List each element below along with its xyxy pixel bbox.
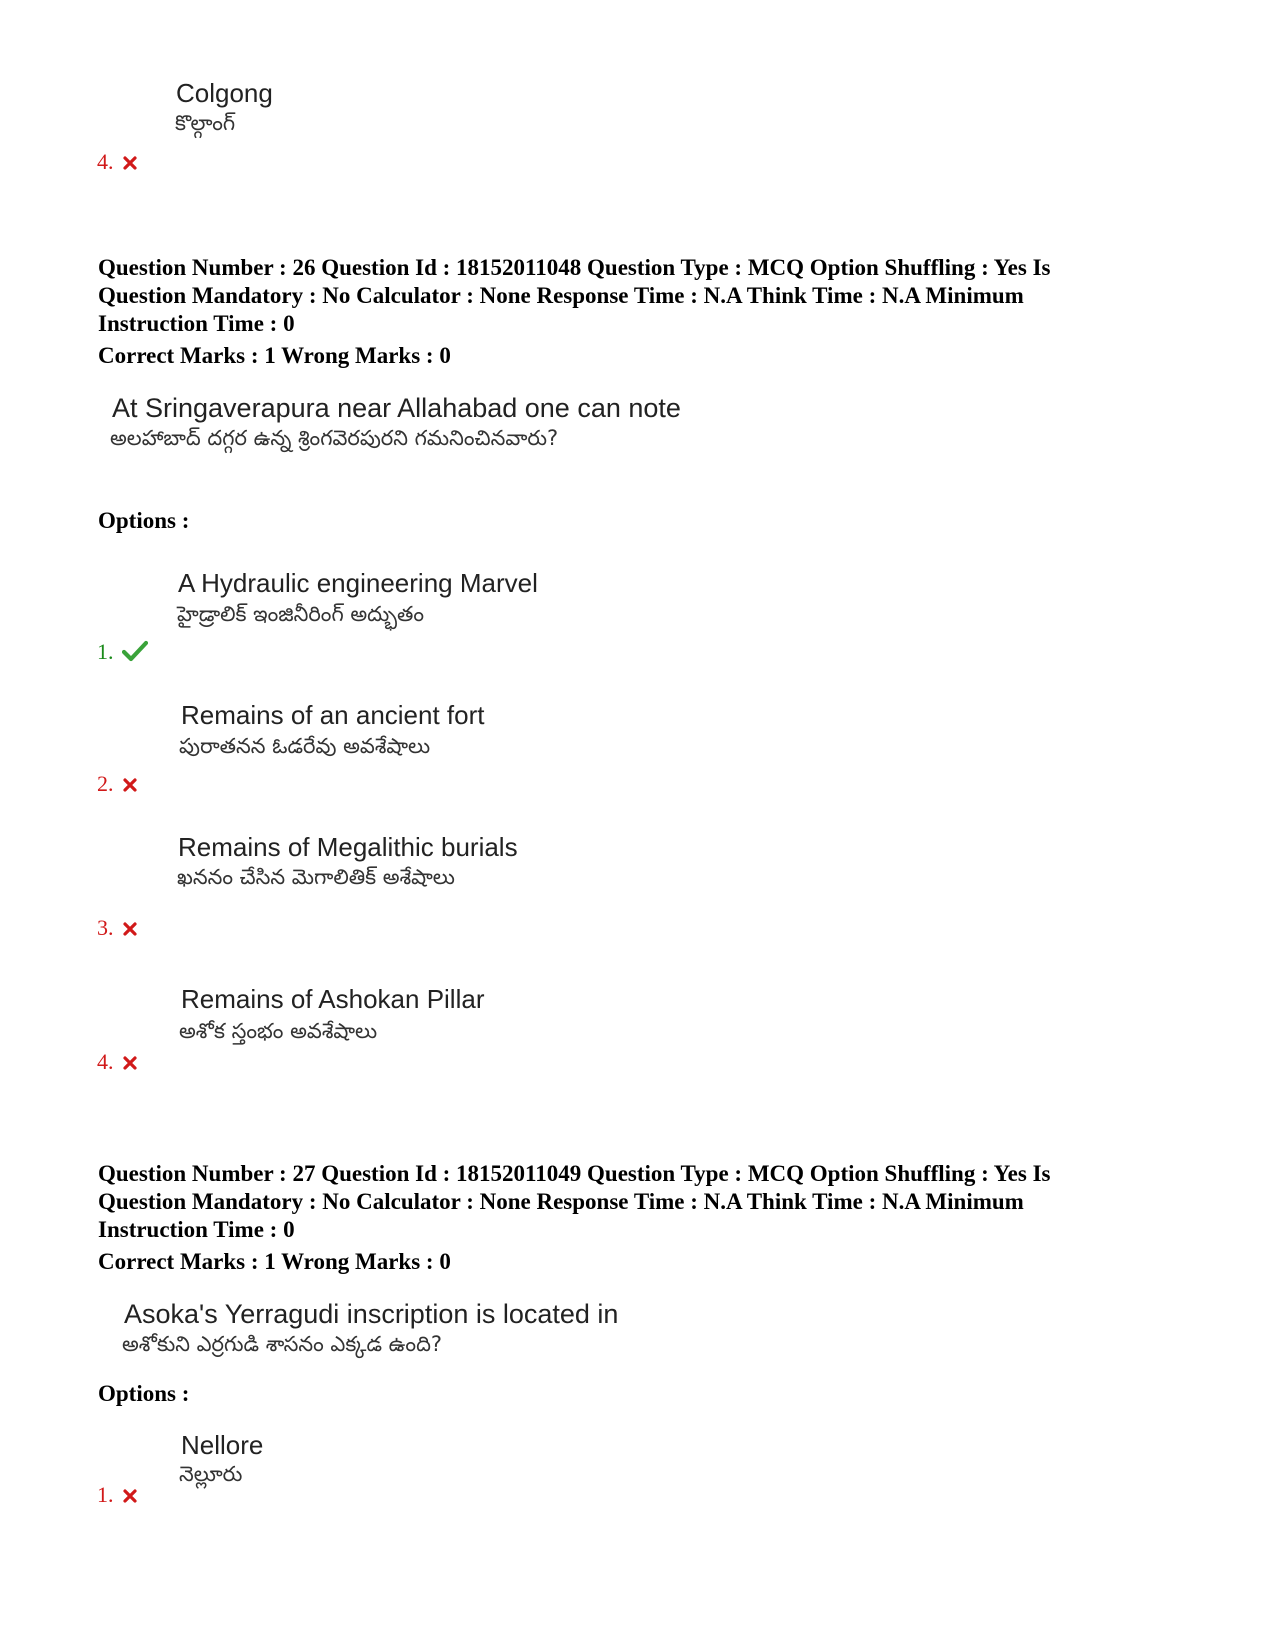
question-27-options-label: Options : xyxy=(98,1381,190,1406)
option-number: 4. xyxy=(97,149,114,174)
meta-line-3: Instruction Time : 0 xyxy=(98,1217,295,1242)
option-number: 4. xyxy=(97,1049,114,1074)
meta-line-1: Question Number : 27 Question Id : 18152011049 Question Type : MCQ Option Shuffling : Yes Is xyxy=(98,1161,1051,1186)
prev-option-4-text-te: కొల్గాంగ్ xyxy=(175,111,236,135)
q26-option-1-number xyxy=(97,640,148,667)
cross-icon xyxy=(122,1052,138,1076)
question-27-text-te: అశోకుని ఎర్రగుడి శాసనం ఎక్కడ ఉంది? xyxy=(122,1332,443,1356)
meta-line-1: Question Number : 26 Question Id : 18152011048 Question Type : MCQ Option Shuffling : Yes Is xyxy=(98,255,1051,280)
q26-option-1-text-en: A Hydraulic engineering Marvel xyxy=(178,568,538,598)
cross-icon xyxy=(122,774,138,798)
q26-option-4-text-en: Remains of Ashokan Pillar xyxy=(181,984,485,1014)
q26-option-4-text-te: అశోక స్తంభం అవశేషాలు xyxy=(179,1019,378,1043)
question-26-marks: Correct Marks : 1 Wrong Marks : 0 xyxy=(98,343,451,368)
q27-option-1-text-en: Nellore xyxy=(181,1430,264,1460)
q26-option-2-text-te: పురాతనన ఓడరేవు అవశేషాలు xyxy=(179,734,431,758)
question-27-marks: Correct Marks : 1 Wrong Marks : 0 xyxy=(98,1249,451,1274)
option-number: 3. xyxy=(97,915,114,940)
q26-option-3-text-en: Remains of Megalithic burials xyxy=(178,832,518,862)
q26-option-2-text-en: Remains of an ancient fort xyxy=(181,700,485,730)
q26-option-3-text-te: ఖననం చేసిన మెగాలితిక్ అశేషాలు xyxy=(177,865,455,889)
question-26-text-te: అలహాబాద్ దగ్గర ఉన్న శ్రింగవెరపురని గమనించినవారు? xyxy=(110,426,559,450)
cross-icon xyxy=(122,152,138,176)
q27-option-1-number xyxy=(97,1483,138,1509)
option-number: 1. xyxy=(97,1482,114,1507)
q26-option-4-number xyxy=(97,1050,138,1076)
prev-option-4-number xyxy=(97,150,138,176)
question-26-meta xyxy=(98,254,1208,338)
q26-option-2-number xyxy=(97,772,138,798)
q26-option-1-text-te: హైడ్రాలిక్ ఇంజినీరింగ్ అద్భుతం xyxy=(177,602,425,626)
meta-line-2: Question Mandatory : No Calculator : None Response Time : N.A Think Time : N.A Minimum xyxy=(98,1189,1024,1214)
q26-option-3-number xyxy=(97,916,138,942)
q27-option-1-text-te: నెల్లూరు xyxy=(179,1462,243,1486)
question-27-text-en: Asoka's Yerragudi inscription is located in xyxy=(124,1299,619,1329)
question-26-text-en: At Sringaverapura near Allahabad one can note xyxy=(112,393,681,423)
meta-line-2: Question Mandatory : No Calculator : None Response Time : N.A Think Time : N.A Minimum xyxy=(98,283,1024,308)
option-number: 2. xyxy=(97,771,114,796)
cross-icon xyxy=(122,1485,138,1509)
question-27-meta xyxy=(98,1160,1208,1244)
cross-icon xyxy=(122,918,138,942)
prev-option-4-text-en: Colgong xyxy=(176,78,273,108)
option-number: 1. xyxy=(97,639,114,664)
check-icon xyxy=(122,640,148,667)
meta-line-3: Instruction Time : 0 xyxy=(98,311,295,336)
question-26-options-label: Options : xyxy=(98,508,190,533)
